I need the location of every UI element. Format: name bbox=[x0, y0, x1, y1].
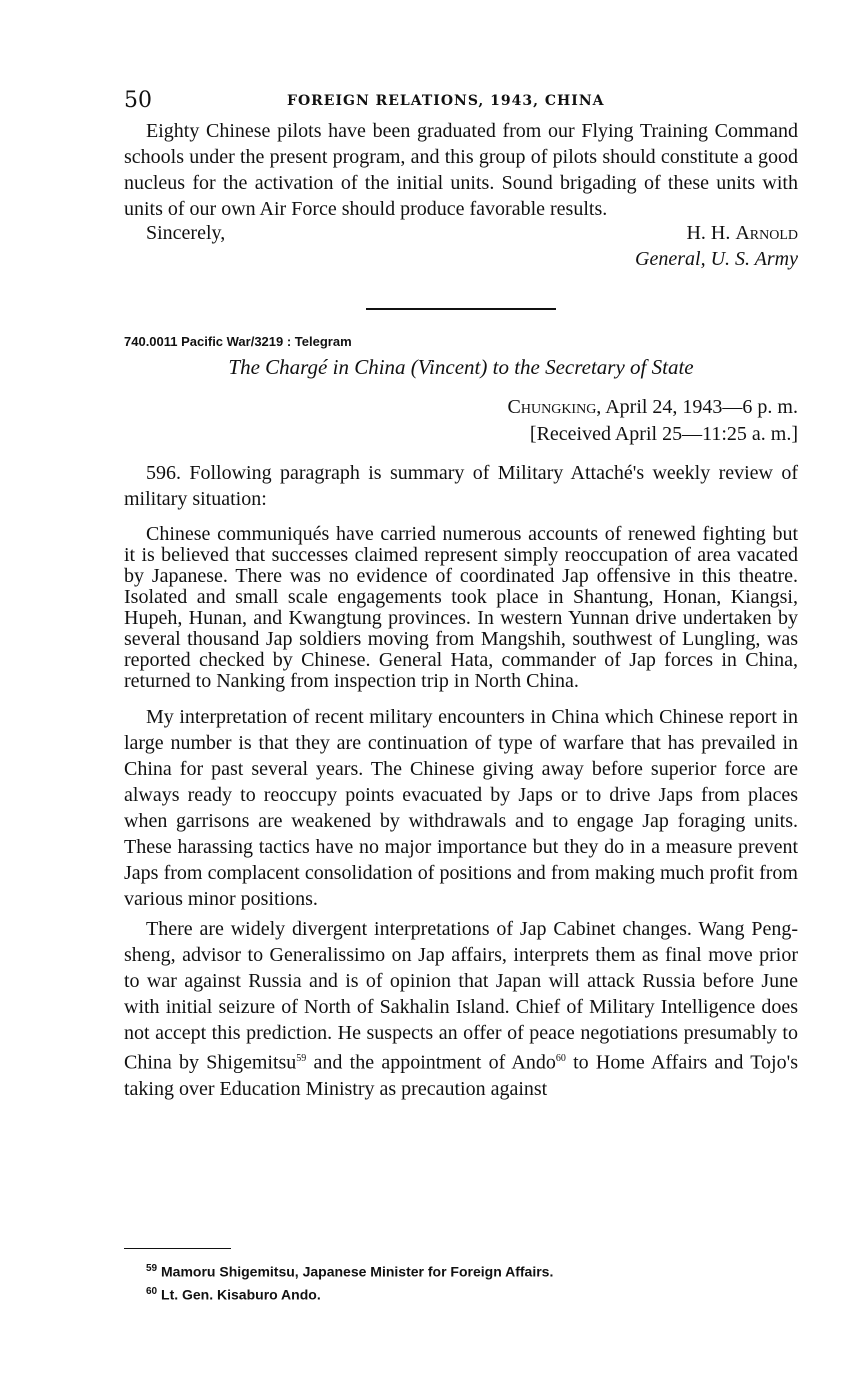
attache-summary-block bbox=[124, 524, 798, 692]
dateline-date: April 24, 1943—6 p. m. bbox=[605, 396, 798, 418]
letter-paragraph: Eighty Chinese pilots have been graduated from our Flying Training Command schools under the present program, and this group of pilots should constitute a good nucleus for the activation of the initial units. Sound brigading of these units with units of our own Air Force should produce favorable results. bbox=[124, 120, 798, 220]
cabinet-text-1: There are widely divergent interpretations of Jap Cabinet changes. Wang Peng-sheng, advisor to Generalissimo on Jap affairs, interprets them as final move prior to war against Russia and is of opinion that Japan will attack Russia before June with initial seizure of North of Sakhalin Island. Chief of Military Intelligence does not accept this prediction. He suspects an offer of peace negotiations presumably to China by Shigemitsu bbox=[124, 918, 798, 1074]
signer-initials: H. H. bbox=[686, 222, 731, 244]
document-title: The Chargé in China (Vincent) to the Secretary of State bbox=[228, 355, 694, 379]
received-line: [Received April 25—11:25 a. m.] bbox=[529, 423, 798, 445]
signer-title: General, U. S. Army bbox=[635, 248, 798, 270]
dateline bbox=[124, 394, 798, 421]
cabinet-text-2: and the appointment of Ando bbox=[306, 1051, 556, 1074]
dateline-place: Chungking, bbox=[507, 396, 602, 418]
file-reference: 740.0011 Pacific War/3219 : Telegram bbox=[124, 334, 352, 349]
footnote-number: 60 bbox=[146, 1285, 158, 1297]
signer-name: Arnold bbox=[735, 222, 798, 244]
document-page bbox=[124, 88, 798, 1102]
attache-summary: Chinese communiqués have carried numerous accounts of renewed fighting but it is believed that successes claimed represent simply reoccupation of area vacated by Japanese. There was no evidence of coordinated Jap offensive in this theatre. Isolated and small scale engagements took place in Shantung, Honan, Kiangsi, Hupeh, Hunan, and Kwangtung provinces. In western Yunnan drive undertaken by several thousand Jap soldiers moving from Mangshih, southwest of Lungling, was reported checked by Chinese. General Hata, commander of Jap forces in China, returned to Nanking from inspection trip in North China. bbox=[124, 523, 798, 692]
footnote-59 bbox=[124, 1259, 798, 1282]
interpretation-paragraph: My interpretation of recent military encounters in China which Chinese report in large number is that they are continuation of type of warfare that has prevailed in China for past several years. The Chinese giving away before superior force are always ready to reoccupy points evacuated by Japs or to drive Japs from places when garrisons are weakened by withdrawals and to engage Jap foraging units. These harassing tactics have no major importance but they do in a measure prevent Japs from complacent consolidation of positions and from making much profit from various minor positions. bbox=[124, 706, 798, 910]
footnote-ref-60[interactable]: 60 bbox=[555, 1053, 566, 1064]
cabinet-paragraph bbox=[124, 916, 798, 1102]
footnotes bbox=[124, 1248, 798, 1304]
letter-closing bbox=[124, 222, 798, 274]
closing-salutation: Sincerely, bbox=[146, 222, 226, 244]
footnote-number: 59 bbox=[146, 1263, 158, 1274]
footnote-text: Mamoru Shigemitsu, Japanese Minister for Foreign Affairs. bbox=[161, 1263, 554, 1280]
footnote-60 bbox=[124, 1282, 798, 1305]
footnote-text: Lt. Gen. Kisaburo Ando. bbox=[161, 1286, 321, 1303]
running-title: FOREIGN RELATIONS, 1943, CHINA bbox=[287, 93, 605, 109]
section-divider bbox=[366, 308, 556, 310]
signer bbox=[686, 222, 798, 245]
telegram-intro: 596. Following paragraph is summary of Military Attaché's weekly review of military situation: bbox=[124, 462, 798, 510]
cabinet-text-3: to Home Affairs and Tojo's taking over Education Ministry as precaution against bbox=[124, 1051, 799, 1100]
footnote-ref-59[interactable]: 59 bbox=[296, 1053, 307, 1064]
page-number: 50 bbox=[124, 88, 152, 113]
footnote-rule bbox=[124, 1248, 231, 1249]
page-header bbox=[124, 88, 798, 118]
